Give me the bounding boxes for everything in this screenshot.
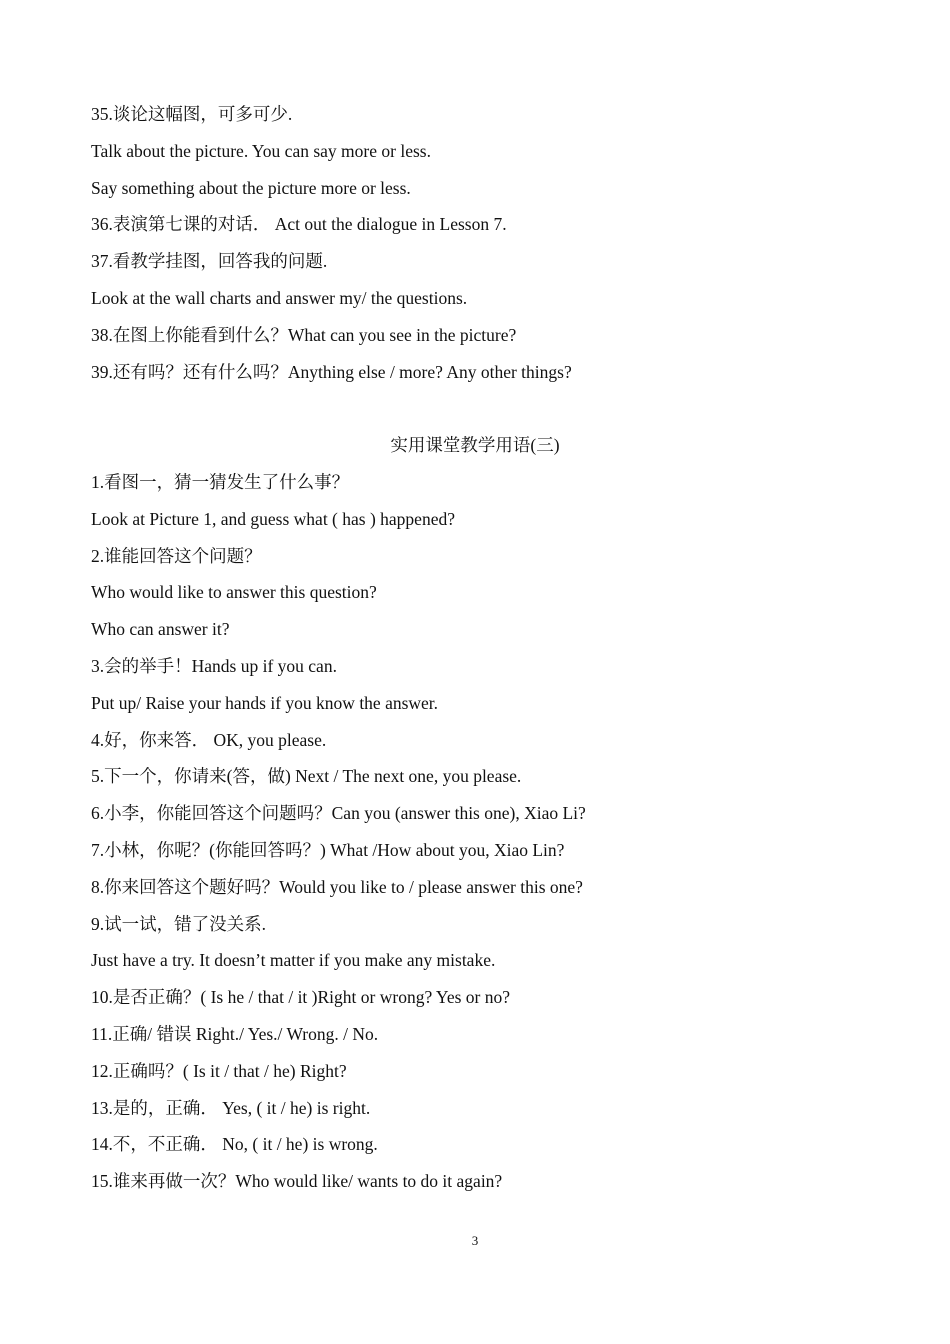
text-line: 3.会的举手！Hands up if you can. xyxy=(91,655,337,676)
text-line: 10.是否正确？( Is he / that / it )Right or wrong? Yes or no? xyxy=(91,987,510,1008)
section-spacer xyxy=(91,390,871,427)
text-line: 36.表演第七课的对话． Act out the dialogue in Lesson 7. xyxy=(91,214,507,235)
text-line: Look at the wall charts and answer my/ the questions. xyxy=(91,287,468,308)
text-line: 35.谈论这幅图，可多可少. xyxy=(91,104,293,124)
text-line: 5.下一个，你请来(答，做) Next / The next one, you please. xyxy=(91,766,522,787)
text-line: 38.在图上你能看到什么？What can you see in the picture? xyxy=(91,324,517,345)
text-line: 12.正确吗？( Is it / that / he) Right? xyxy=(91,1060,347,1081)
text-line: Put up/ Raise your hands if you know the answer. xyxy=(91,692,439,713)
page-number: 3 xyxy=(471,1233,479,1248)
text-line: 7.小林，你呢？(你能回答吗？) What /How about you, Xiao Lin? xyxy=(91,839,565,860)
text-line: 37.看教学挂图，回答我的问题. xyxy=(91,251,328,272)
text-line: 8.你来回答这个题好吗？Would you like to / please answer this one? xyxy=(91,876,583,897)
text-line: 14.不，不正确． No, ( it / he) is wrong. xyxy=(91,1134,378,1155)
text-line: Look at Picture 1, and guess what ( has ) happened? xyxy=(91,508,455,529)
text-line: 2.谁能回答这个问题？ xyxy=(91,545,262,566)
text-line: 4.好，你来答． OK, you please. xyxy=(91,729,327,750)
text-line: 9.试一试，错了没关系. xyxy=(91,913,266,934)
text-line: 13.是的，正确． Yes, ( it / he) is right. xyxy=(91,1097,371,1118)
text-line: 6.小李，你能回答这个问题吗？Can you (answer this one), Xiao Li? xyxy=(91,803,586,824)
section-heading: 实用课堂教学用语(三) xyxy=(390,435,560,456)
text-line: Who can answer it? xyxy=(91,619,230,640)
section-b xyxy=(91,427,871,1200)
text-line: Just have a try. It doesn’t matter if you make any mistake. xyxy=(91,950,496,971)
text-line: 15.谁来再做一次？Who would like/ wants to do it again? xyxy=(91,1171,503,1192)
text-line: Who would like to answer this question? xyxy=(91,582,377,603)
text-line: Talk about the picture. You can say more or less. xyxy=(91,140,431,161)
text-line: 1.看图一，猜一猜发生了什么事？ xyxy=(91,471,350,492)
text-line: 39.还有吗？还有什么吗？Anything else / more? Any other things? xyxy=(91,361,572,382)
document-body xyxy=(91,96,871,1200)
section-a xyxy=(91,96,871,390)
text-line: 11.正确/ 错误 Right./ Yes./ Wrong. / No. xyxy=(91,1023,379,1044)
text-line: Say something about the picture more or less. xyxy=(91,177,411,198)
